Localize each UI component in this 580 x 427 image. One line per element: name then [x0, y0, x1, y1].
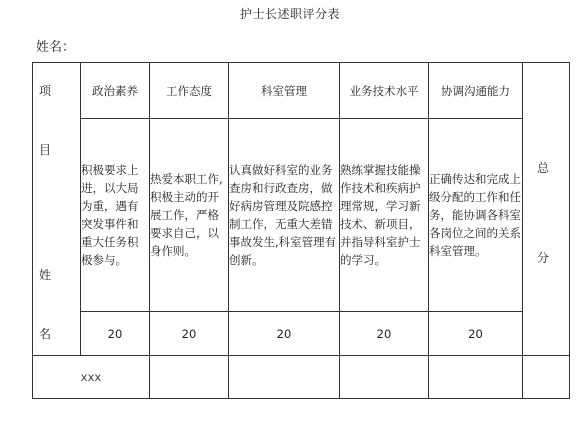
description-text: 正确传达和完成上级分配的工作和任务，能协调各科室各岗位之间的关系科室管理。 — [429, 172, 521, 258]
column-header: 工作态度 — [150, 63, 229, 119]
description-text: 积极要求上进，以大局为重，遇有突发事件和重大任务积极参与。 — [81, 163, 139, 267]
project-char: 名 — [39, 327, 52, 341]
column-header: 政治素养 — [81, 63, 150, 119]
description-text: 认真做好科室的业务查房和行政查房，做好病房管理及院感控制工作，无重大差错事故发生,科室管理有创新。 — [229, 163, 337, 267]
form-title: 护士长述职评分表 — [239, 7, 340, 21]
score-cell: 20 — [81, 312, 150, 356]
entry-cell[interactable] — [150, 356, 229, 399]
description-text: 熟练掌握技能操作技术和疾病护理常规，学习新技术、新项目，并指导科室护士的学习。 — [340, 163, 421, 267]
evaluation-table — [32, 62, 570, 399]
entry-cell[interactable] — [429, 356, 523, 399]
entry-cell[interactable] — [340, 356, 429, 399]
score-cell: 20 — [150, 312, 229, 356]
project-char: 项 — [39, 84, 52, 98]
entry-cell[interactable] — [523, 356, 570, 399]
name-label: 姓名： — [36, 40, 76, 55]
total-char: 总 — [537, 161, 550, 175]
description-row — [33, 119, 570, 312]
description-cell — [229, 119, 340, 312]
description-text: 热爱本职工作,积极主动的开展工作，严格要求自己，以身作则。 — [150, 172, 223, 258]
score-cell: 20 — [340, 312, 429, 356]
project-name-cell — [33, 63, 81, 356]
score-row — [33, 312, 570, 356]
score-cell: 20 — [429, 312, 523, 356]
column-header: 科室管理 — [229, 63, 340, 119]
description-cell — [81, 119, 150, 312]
entry-row — [33, 356, 570, 399]
description-cell — [150, 119, 229, 312]
column-header: 协调沟通能力 — [429, 63, 523, 119]
header-row — [33, 63, 570, 119]
project-char: 目 — [39, 143, 52, 157]
score-cell: 20 — [229, 312, 340, 356]
total-score-cell — [523, 63, 570, 356]
entry-name-cell: xxx — [33, 356, 150, 399]
description-cell — [340, 119, 429, 312]
entry-cell[interactable] — [229, 356, 340, 399]
total-char: 分 — [537, 251, 550, 265]
project-char: 姓 — [39, 268, 52, 282]
column-header: 业务技术水平 — [340, 63, 429, 119]
description-cell — [429, 119, 523, 312]
